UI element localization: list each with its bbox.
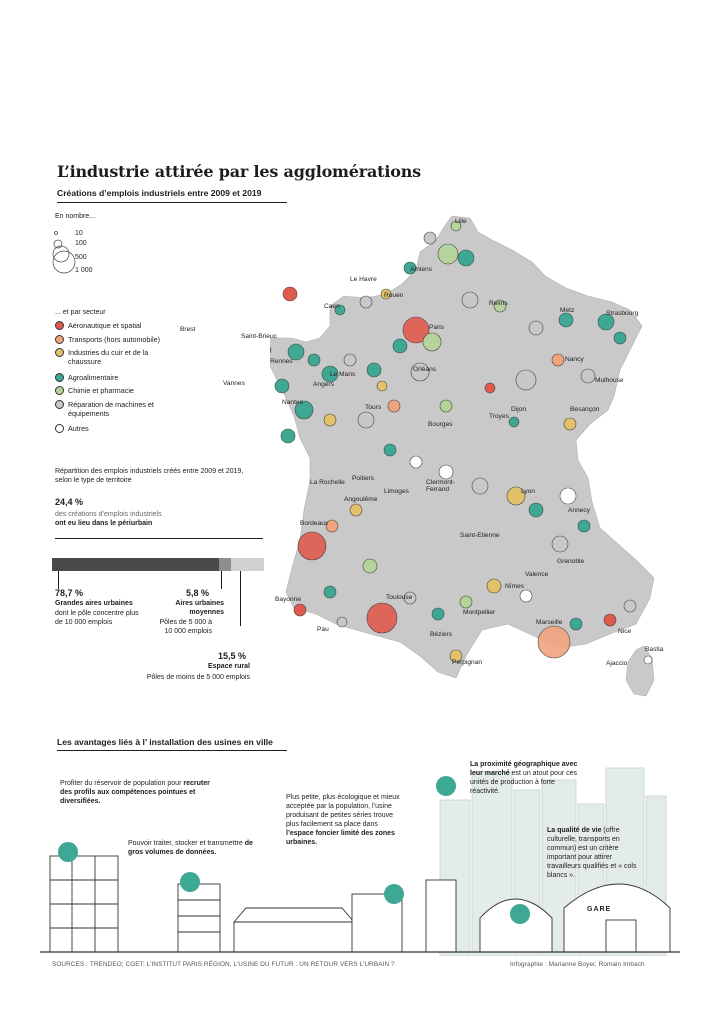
repartition-heading: Répartition des emplois industriels créés entre 2009 et 2019, selon le type de territoire [55,468,244,484]
moyennes-desc: Pôles de 5 000 à 10 000 emplois [159,619,212,635]
city-label: Caen [324,303,340,310]
city-label: Valence [525,571,549,578]
moyennes-pct: 5,8 % [186,588,210,598]
city-label: Troyes [489,413,509,420]
sector-legend-heading: ... et par secteur [55,309,106,316]
city-label: Bayonne [275,596,302,603]
city-label: Annecy [568,507,590,514]
city-label: Saint-Etienne [460,532,500,539]
periurbain-text: des créations d’emplois industriels ont eu lieu dans le périurbain [55,511,162,527]
bar-espace-rural [231,558,264,571]
map-subtitle: Créations d’emplois industriels entre 2009 et 2019 [57,188,262,198]
city-label: Strasbourg [606,310,639,317]
france-mainland-shape [270,216,654,678]
legend-autres: Autres [55,424,89,433]
rural-label: Espace rural [207,663,250,670]
city-label: Perpignan [452,659,483,666]
city-label: Nîmes [505,583,525,590]
city-label: Bourges [428,421,453,428]
size-legend-heading: En nombre... [55,213,96,220]
subtitle-rule [57,202,287,203]
city-label: Bastia [645,646,664,653]
city-label: Vannes [223,380,245,387]
city-label: Ajaccio [606,660,628,667]
avantage-5: La qualité de vie (offre culturelle, transports en commun) est un critère important pour attirer travailleurs qualifiés et « cols blancs ». [547,827,637,879]
city-label: Nancy [565,356,584,363]
moyennes-label: Aires urbaines moyennes [175,600,224,616]
city-label: Dijon [511,406,527,413]
city-label: Besançon [570,406,600,413]
city-label: Grenoble [557,558,585,565]
avantages-rule [57,750,287,751]
city-label: Paris [429,324,445,331]
grandes-label: Grandes aires urbaines [55,600,133,607]
corsica-shape [626,646,654,696]
city-label: Lille [455,218,467,225]
avantage-3: Plus petite, plus écologique et mieux acceptée par la population, l’usine produisant de petites séries trouve plus facilement sa place dans l’espace foncier limité des zones urbaines. [286,794,400,846]
gare-label: GARE [587,906,612,913]
bar-aires-moyennes [219,558,231,571]
city-label: Angers [313,381,334,388]
city-label: Amiens [410,266,432,273]
city-label: Montpellier [463,609,496,616]
city-label: Saint-Brieuc [241,333,277,340]
city-label: Brest [180,326,196,333]
avantage-2: Pouvoir traiter, stocker et transmettre de gros volumes de données. [128,840,253,856]
city-label: Nice [618,628,632,635]
size-legend-100: 100 [75,240,87,247]
city-label: Orléans [413,366,437,373]
avantage-4: La proximité géographique avec leur marché est un atout pour ces unités de production à forte réactivité. [470,761,578,795]
city-label: La Rochelle [310,479,345,486]
city-label: Bordeaux [300,520,329,527]
city-label: Rouen [384,292,404,299]
city-label: Poitiers [352,475,374,482]
legend-reparation: Réparation de machines et équipements [55,400,180,418]
legend-cuir: Industries du cuir et de la chaussure [55,348,180,366]
rural-desc: Pôles de moins de 5 000 emplois [146,674,250,681]
city-label: Nantes [282,399,303,406]
city-label: Tours [365,404,382,411]
city-label: Clermont-Ferrand [426,479,455,493]
rural-pct: 15,5 % [218,651,247,661]
repartition-rule [55,538,263,539]
city-label: Le Havre [350,276,377,283]
bar-tick [221,571,222,589]
city-label: Le Mans [330,371,356,378]
periurbain-pct: 24,4 % [55,497,84,507]
bar-tick [240,571,241,626]
city-label: Béziers [430,631,452,638]
page-title: L’industrie attirée par les agglomérations [57,162,421,181]
size-legend-10: 10 [75,230,83,237]
avantage-1: Profiter du réservoir de population pour recruter des profils aux compétences pointues et diversifiées. [60,780,210,805]
bar-grandes-aires [52,558,219,571]
size-legend-500: 500 [75,254,87,261]
city-label: Metz [560,307,575,314]
grandes-desc: dont le pôle concentre plus de 10 000 emplois [55,610,139,626]
legend-aeronautique: Aéronautique et spatial [55,321,142,330]
city-label: Lyon [521,488,536,495]
city-label: Angoulême [344,496,378,503]
size-legend-1000: 1 000 [75,267,93,274]
city-label: Reims [489,300,508,307]
city-label: Mulhouse [595,377,624,384]
france-map [270,210,670,700]
sources-text: SOURCES : TRENDEO; CGET; L’INSTITUT PARIS RÉGION, L’USINE DU FUTUR : UN RETOUR VERS L’URBAIN ? [52,961,395,968]
city-label: Toulouse [386,594,413,601]
city-label: Rennes [270,358,293,365]
grandes-pct: 78,7 % [55,588,84,598]
legend-agroalimentaire: Agroalimentaire [55,373,118,382]
city-label: Pau [317,626,329,633]
bar-tick [58,571,59,589]
legend-transports: Transports (hors automobile) [55,335,160,344]
city-label: Limoges [384,488,409,495]
avantages-heading: Les avantages liés à l’ installation des usines en ville [57,737,273,747]
city-label: Marseille [536,619,563,626]
credit-text: Infographie : Marianne Boyer, Romain Imbach [510,961,645,968]
legend-chimie: Chimie et pharmacie [55,386,134,395]
